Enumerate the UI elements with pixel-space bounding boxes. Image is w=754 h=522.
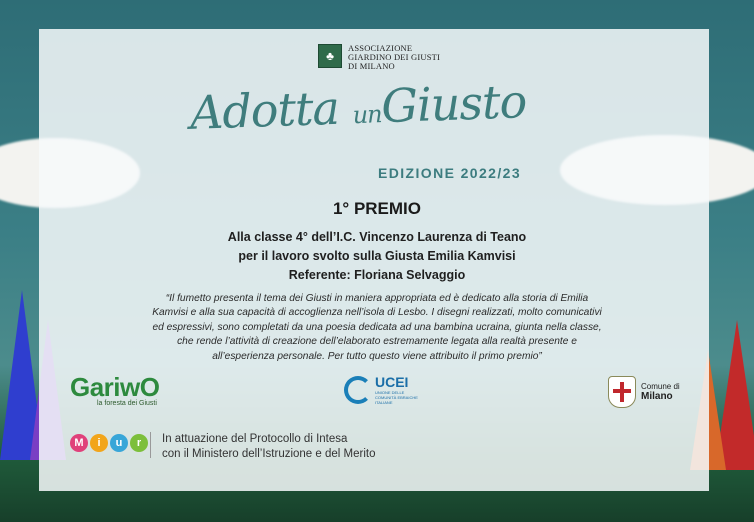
milan-crest-icon xyxy=(608,376,636,408)
ucei-logo: UCEI UNIONE DELLE COMUNITÀ EBRAICHE ITALIANE xyxy=(344,374,419,405)
award-line-work: per il lavoro svolto sulla Giusta Emilia Kamvisi xyxy=(238,249,516,263)
award-line-class: Alla classe 4° dell’I.C. Vincenzo Laurenza di Teano xyxy=(227,230,527,244)
divider xyxy=(150,432,151,458)
award-line-referent: Referente: Floriana Selvaggio xyxy=(288,268,466,282)
miur-letter: u xyxy=(110,434,128,452)
prize-title: 1° PREMIO xyxy=(332,199,422,218)
miur-letter: M xyxy=(70,434,88,452)
comune-di-milano-logo: Comune di Milano xyxy=(608,376,680,408)
miur-letter: i xyxy=(90,434,108,452)
gariwo-logo: GariwO la foresta dei Giusti xyxy=(70,372,160,407)
tree-icon: ♣ xyxy=(318,44,342,68)
association-header xyxy=(318,44,440,71)
jury-quote: “Il fumetto presenta il tema dei Giusti in maniera appropriata ed è dedicato alla storia di Emilia Kamvisi e alla sua capacità di accoglienza nell’isola di Lesbo. I disegni realizzati, molto comunicativi ed espressivi, sono completati da una poesia dedicata ad una bambina ucraina, giunta nella classe, che rende l’attività di creazione dell’elaborato estremamente legata alla realtà presente e all’esperienza personale. Per tutto questo viene attribuito il primo premio” xyxy=(152,293,602,362)
association-name: ASSOCIAZIONE GIARDINO DEI GIUSTI DI MILANO xyxy=(348,43,441,71)
miur-logo xyxy=(70,434,148,452)
protocol-note: In attuazione del Protocollo di Intesa con il Ministero dell’Istruzione e del Merito xyxy=(162,433,376,460)
edition-label: EDIZIONE 2022/23 xyxy=(378,165,522,181)
miur-letter: r xyxy=(130,434,148,452)
adotta-un-giusto-logo: Adotta unGiusto xyxy=(189,74,528,140)
ucei-ring-icon xyxy=(344,376,372,404)
